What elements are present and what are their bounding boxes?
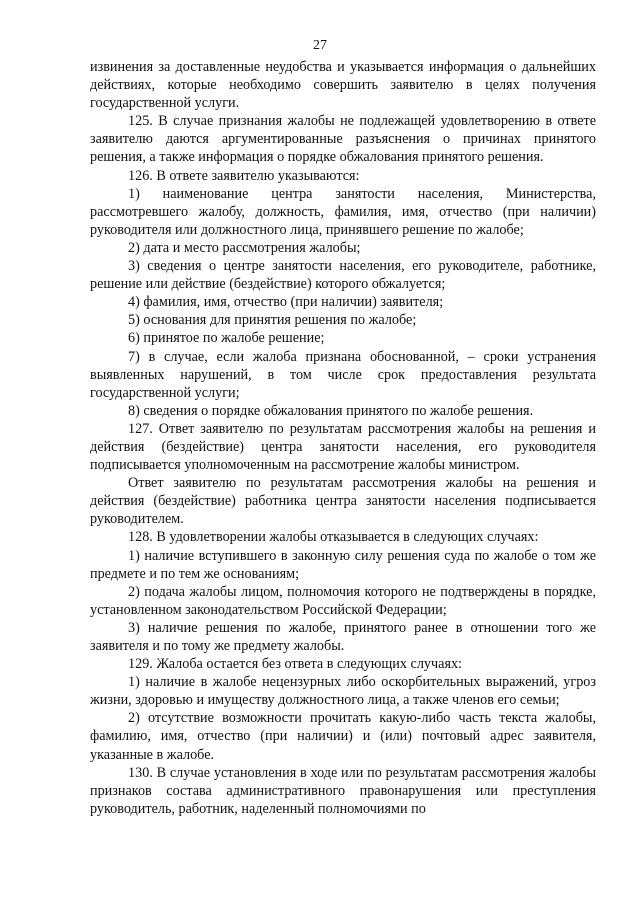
paragraph: 128. В удовлетворении жалобы отказывается в следующих случаях:	[128, 529, 539, 546]
paragraph: 2) дата и место рассмотрения жалобы;	[128, 239, 361, 256]
paragraph: 7) в случае, если жалоба признана обоснованной, – сроки устранения выявленных нарушений, в том числе срок предоставления результата государственной услуги;	[90, 348, 596, 401]
document-body	[90, 58, 596, 818]
paragraph: 127. Ответ заявителю по результатам рассмотрения жалобы на решения и действия (бездействие) центра занятости населения, его руководителя подписывается уполномоченным на рассмотрение жалобы министром.	[90, 420, 596, 474]
paragraph: 3) наличие решения по жалобе, принятого ранее в отношении того же заявителя и по тому же предмету жалобы.	[90, 619, 596, 654]
paragraph: Ответ заявителю по результатам рассмотрения жалобы на решения и действия (бездействие) работника центра занятости населения подписывается руководителем.	[90, 475, 596, 528]
paragraph: 6) принятое по жалобе решение;	[128, 330, 325, 347]
paragraph: 2) отсутствие возможности прочитать какую-либо часть текста жалобы, фамилию, имя, отчество (при наличии) и (или) почтовый адрес заявителя, указанные в жалобе.	[90, 710, 596, 763]
paragraph: 3) сведения о центре занятости населения, его руководителе, работнике, решение или действие (бездействие) которого обжалуется;	[90, 258, 596, 293]
paragraph: 4) фамилия, имя, отчество (при наличии) заявителя;	[128, 294, 444, 311]
paragraph: 8) сведения о порядке обжалования принятого по жалобе решения.	[128, 402, 534, 419]
paragraph: 1) наличие вступившего в законную силу решения суда по жалобе о том же предмете и по тем же основаниям;	[90, 547, 596, 582]
paragraph: 5) основания для принятия решения по жалобе;	[128, 312, 417, 329]
paragraph: 1) наличие в жалобе нецензурных либо оскорбительных выражений, угроз жизни, здоровью и имуществу должностного лица, а также членов его семьи;	[90, 674, 596, 709]
paragraph: 1) наименование центра занятости населения, Министерства, рассмотревшего жалобу, должность, фамилия, имя, отчество (при наличии) руководителя или должностного лица, принявшего решение по жалобе;	[90, 185, 596, 238]
paragraph: 126. В ответе заявителю указываются:	[128, 167, 360, 184]
paragraph: 130. В случае установления в ходе или по результатам рассмотрения жалобы признаков состава административного правонарушения или преступления руководитель, работник, наделенный полномочиями по	[90, 764, 596, 817]
paragraph: извинения за доставленные неудобства и указывается информация о дальнейших действиях, которые необходимо совершить заявителю в целях получения государственной услуги.	[90, 59, 596, 112]
paragraph: 2) подача жалобы лицом, полномочия которого не подтверждены в порядке, установленном законодательством Российской Федерации;	[90, 583, 596, 618]
paragraph: 125. В случае признания жалобы не подлежащей удовлетворению в ответе заявителю даются аргументированные разъяснения о причинах принятого решения, а также информация о порядке обжалования принятого решения.	[90, 113, 596, 166]
paragraph: 129. Жалоба остается без ответа в следующих случаях:	[128, 656, 463, 673]
page-number: 27	[313, 38, 327, 53]
